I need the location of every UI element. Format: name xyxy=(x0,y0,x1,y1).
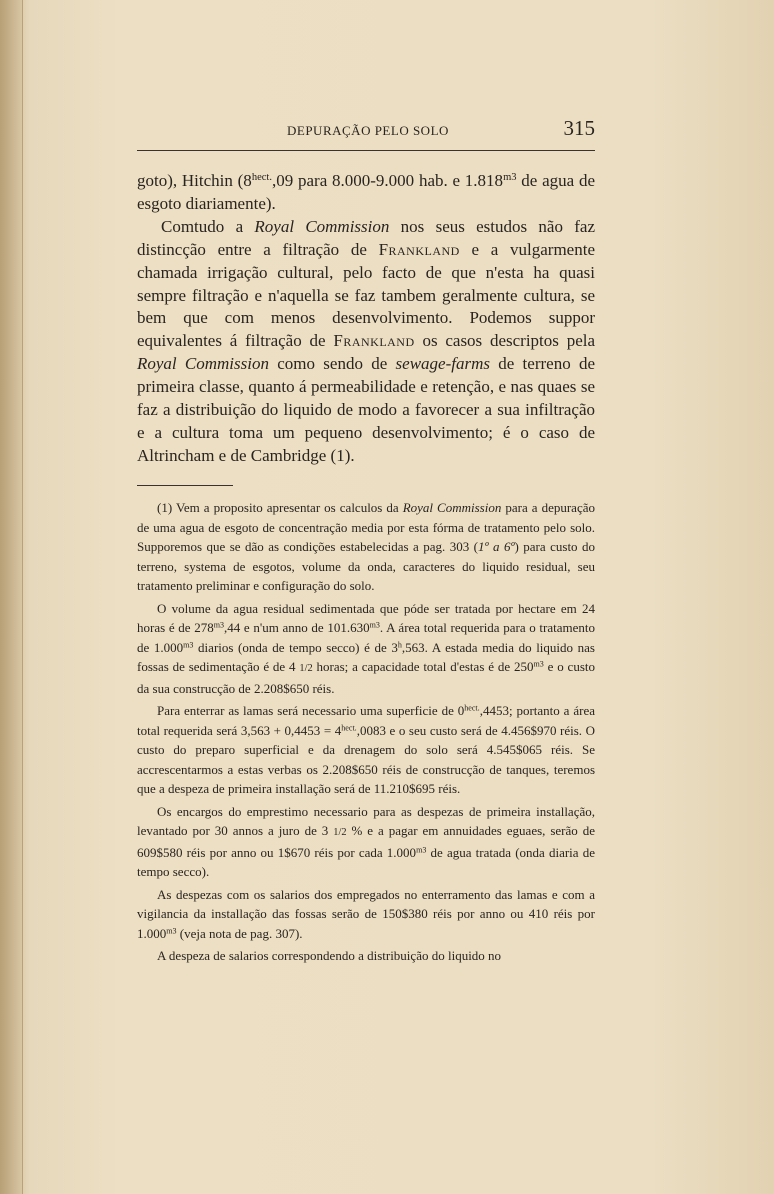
running-title: DEPURAÇÃO PELO SOLO xyxy=(287,123,449,138)
main-text xyxy=(137,170,595,468)
paragraph-royal-commission: Comtudo a Royal Commission nos seus estudos não faz distincção entre a filtração de Frankland e a vulgarmente chamada irrigação cultural, pelo facto de que n'esta ha quasi sempre filtração e n'aquella se faz tambem geralmente cultura, se bem que com menos desenvolvimento. Podemos suppor equivalentes á filtração de Frankland os casos descriptos pela Royal Commission como sendo de sewage-farms de terreno de primeira classe, quanto á permeabilidade e retenção, e nas quaes se faz a distribuição do liquido de modo a favorecer a sua infiltração e a cultura toma um pequeno desenvolvimento; é o caso de Altrincham e de Cambridge (1). xyxy=(137,216,596,465)
footnote-distribuicao: A despeza de salarios correspondendo a distribuição do liquido no xyxy=(157,948,502,963)
page-number: 315 xyxy=(563,116,595,140)
footnote-1: (1) Vem a proposito apresentar os calculos da Royal Commission para a depuração de uma agua de esgoto de concentração media por esta fórma de tratamento pelo solo. Supporemos que se dão as condições estabelecidas a pag. 303 (1º a 6º) para custo do terreno, systema de esgotos, volume da onda, caracteres do liquido residual, seu tratamento preliminar e configuração do solo. xyxy=(137,500,596,593)
footnote-lamas: Para enterrar as lamas será necessario uma superficie de $0^{hect.},4453$; portanto a área total requerida será $3,563 + 0,4453 = 4^{hect.},0083$ e o seu custo será de 4.456$970 réis. O custo do preparo superficial e da drenagem do solo será 4.545$065 réis. Se accrescentarmos a estas verbas os 2.208$650 réis de construcção de tanques, teremos que a despeza de primeira installação será de 11.210$695 réis. xyxy=(137,703,595,796)
footnote-divider xyxy=(137,485,233,486)
page-spine-edge xyxy=(0,0,23,1194)
footnote-emprestimo: Os encargos do emprestimo necessario para as despezas de primeira installação, levantado por 30 annos a juro de 3 1/2 % e a pagar em annuidades eguaes, serão de 609$580 réis por anno ou 1$670 réis por cada $1.000^{m3}$ de agua tratada (onda diaria de tempo secco). xyxy=(137,803,596,879)
footnotes xyxy=(137,498,595,969)
footnote-salarios: As despezas com os salarios dos empregados no enterramento das lamas e com a vigilancia da installação das fossas serão de 150$380 réis por anno ou 410 réis por $1.000^{m3}$ (veja nota de pag. 307). xyxy=(137,886,595,941)
footnote-volume: O volume da agua residual sedimentada que póde ser tratada por hectare em 24 horas é de $278^{m3},44$ e n'um anno de $101.630^{m3}$. A área total requerida para o tratamento de $1.000^{m3}$ diarios (onda de tempo secco) é de 3$^h$,563. A estada media do liquido nas fossas de sedimentação é de 4 1/2 horas; a capacidade total d'estas é de $250^{m3}$ e o custo da sua construcção de 2.208$650 réis. xyxy=(137,600,596,696)
page-header xyxy=(137,114,595,151)
paragraph-continued: goto), Hitchin ($8^{hect.},09$ para 8.000-9.000 hab. e $1.818^{m3}$ de agua de esgoto diariamente). xyxy=(137,171,595,213)
